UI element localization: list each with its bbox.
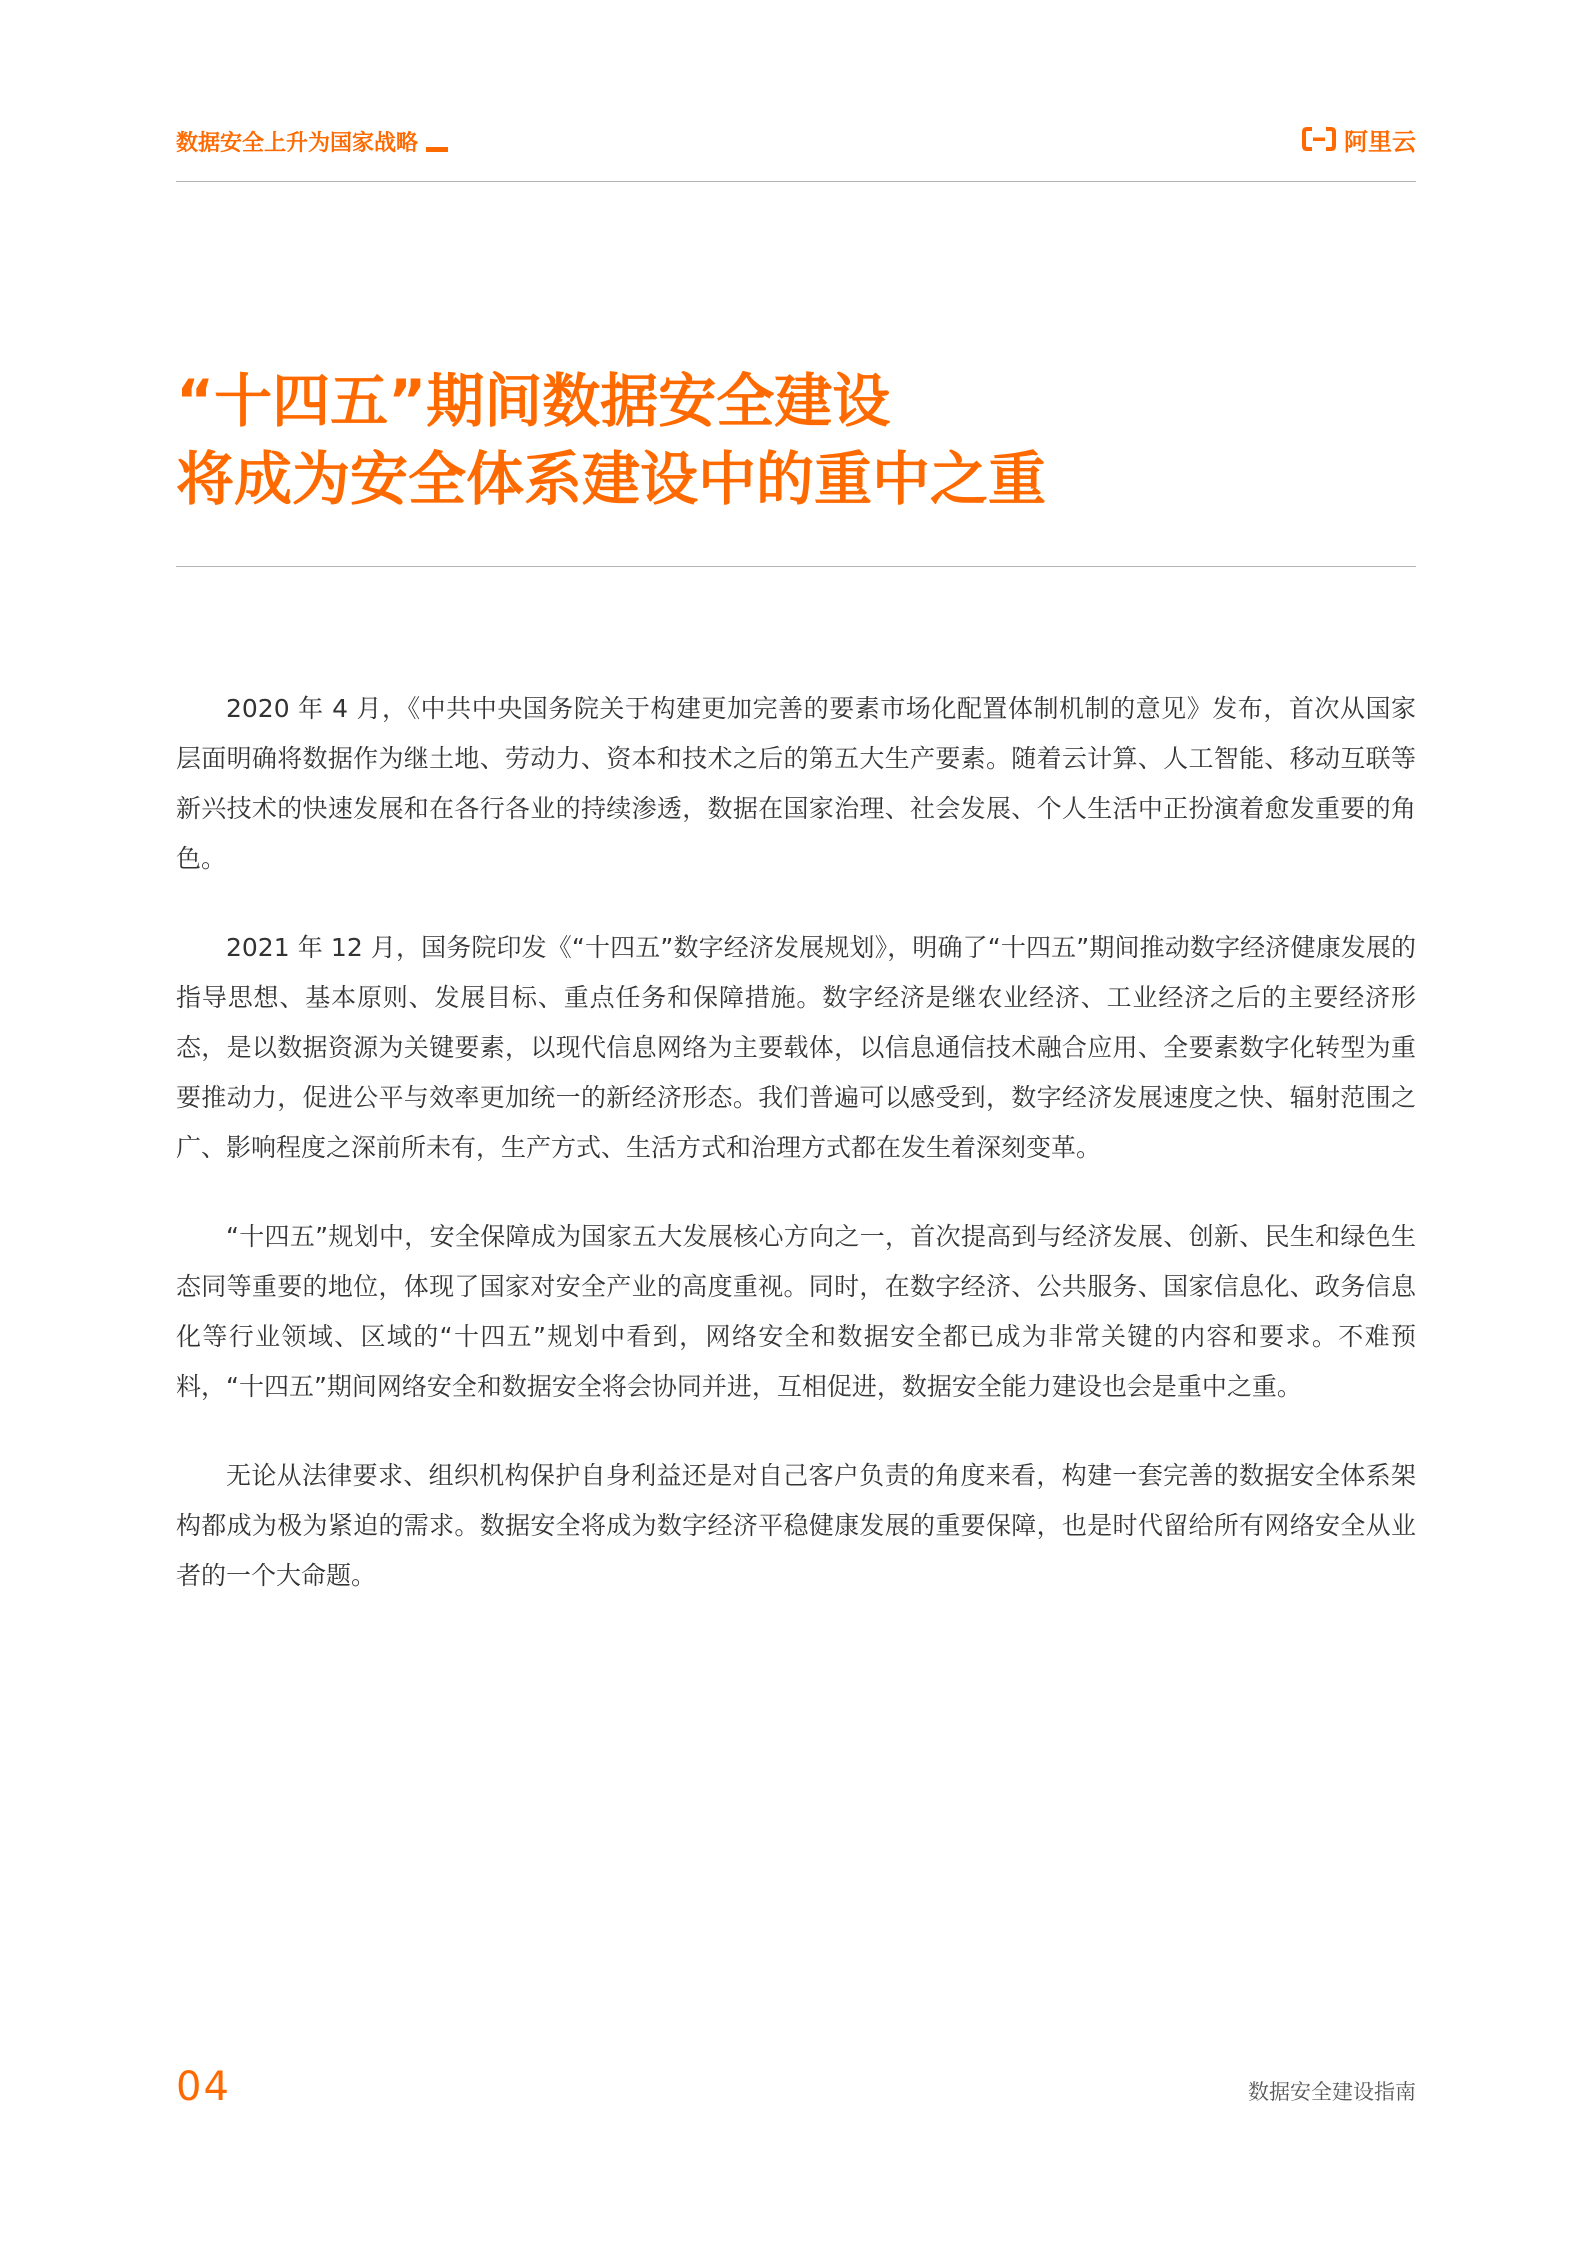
- paragraph: 2021 年 12 月，国务院印发《“十四五”数字经济发展规划》，明确了“十四五”期间推动数字经济健康发展的指导思想、基本原则、发展目标、重点任务和保障措施。数字经济是继农业经济、工业经济之后的主要经济形态，是以数据资源为关键要素，以现代信息网络为主要载体，以信息通信技术融合应用、全要素数字化转型为重要推动力，促进公平与效率更加统一的新经济形态。我们普遍可以感受到，数字经济发展速度之快、辐射范围之广、影响程度之深前所未有，生产方式、生活方式和治理方式都在发生着深刻变革。: [176, 933, 1416, 1162]
- paragraph: “十四五”规划中，安全保障成为国家五大发展核心方向之一，首次提高到与经济发展、创新、民生和绿色生态同等重要的地位，体现了国家对安全产业的高度重视。同时，在数字经济、公共服务、国家信息化、政务信息化等行业领域、区域的“十四五”规划中看到，网络安全和数据安全都已成为非常关键的内容和要求。不难预料，“十四五”期间网络安全和数据安全将会协同并进，互相促进，数据安全能力建设也会是重中之重。: [176, 1222, 1416, 1401]
- section-label-bar: [426, 147, 448, 152]
- title-line-2: 将成为安全体系建设中的重中之重: [176, 445, 1047, 513]
- section-label-text: 数据安全上升为国家战略: [176, 131, 419, 156]
- page-number: 04: [176, 2064, 231, 2110]
- header-divider: [176, 181, 1416, 182]
- paragraph: 2020 年 4 月，《中共中央国务院关于构建更加完善的要素市场化配置体制机制的意见》发布，首次从国家层面明确将数据作为继土地、劳动力、资本和技术之后的第五大生产要素。随着云计算、人工智能、移动互联等新兴技术的快速发展和在各行各业的持续渗透，数据在国家治理、社会发展、个人生活中正扮演着愈发重要的角色。: [176, 694, 1416, 873]
- aliyun-logo: [1302, 122, 1416, 156]
- section-label: [176, 126, 448, 157]
- logo-text: 阿里云: [1344, 127, 1416, 156]
- document-title: 数据安全建设指南: [1248, 2080, 1416, 2104]
- title-divider: [176, 566, 1416, 567]
- title-line-1: “十四五”期间数据安全建设: [176, 367, 891, 435]
- page-header: [176, 122, 1416, 162]
- paragraph: 无论从法律要求、组织机构保护自身利益还是对自己客户负责的角度来看，构建一套完善的数据安全体系架构都成为极为紧迫的需求。数据安全将成为数字经济平稳健康发展的重要保障，也是时代留给所有网络安全从业者的一个大命题。: [176, 1461, 1416, 1590]
- aliyun-logo-icon: [1302, 126, 1336, 152]
- page-title: [176, 362, 1416, 518]
- body-text: [176, 684, 1416, 1640]
